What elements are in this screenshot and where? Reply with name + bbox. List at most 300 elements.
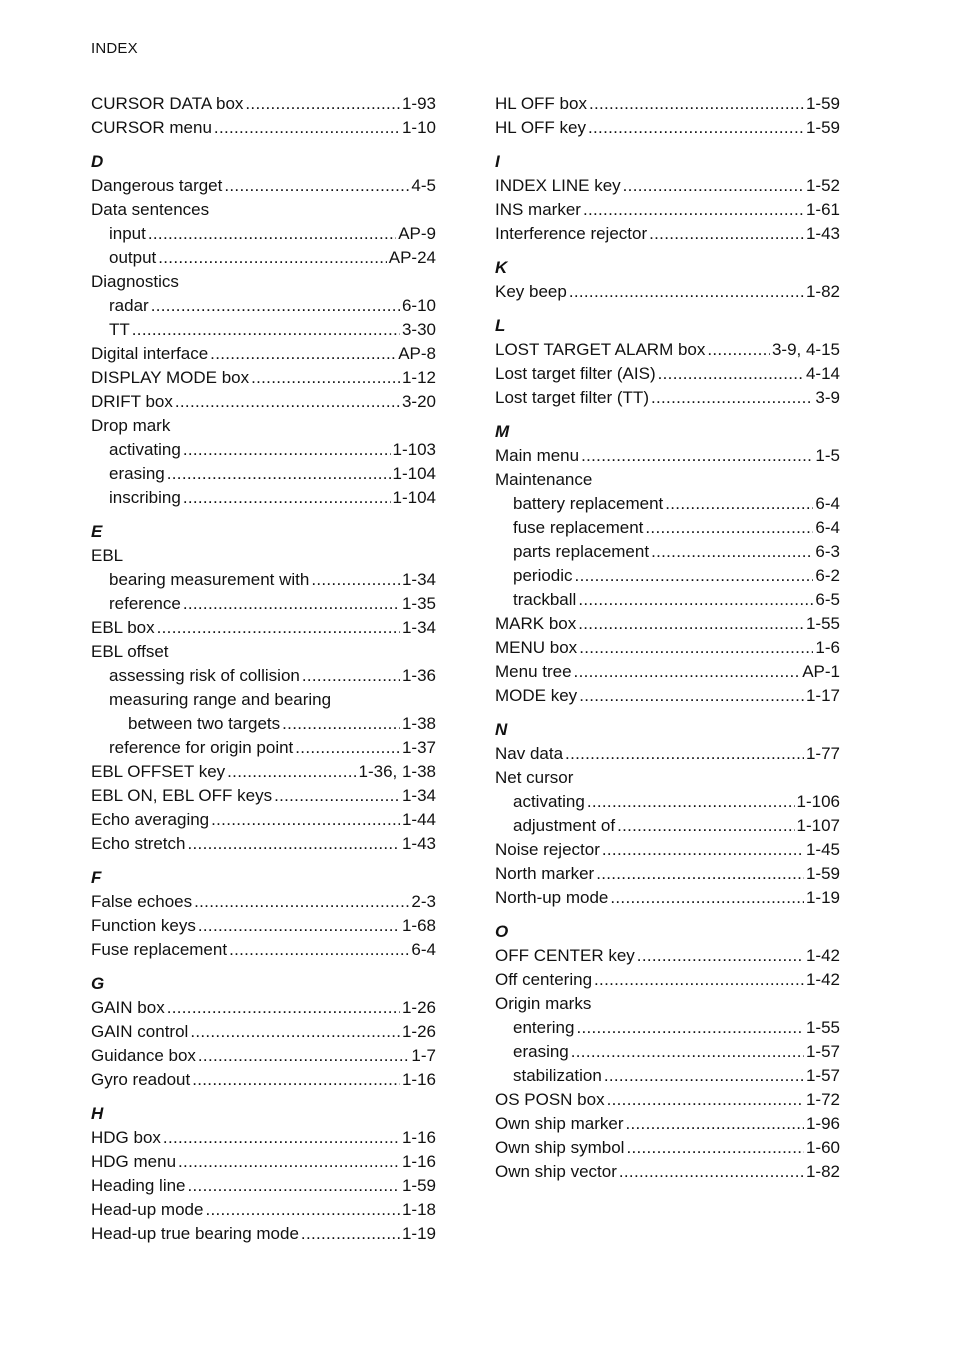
entry-label: Lost target filter (TT) <box>495 388 649 407</box>
dot-leader <box>565 742 804 766</box>
dot-leader <box>575 564 814 588</box>
entry-label: fuse replacement <box>513 518 644 537</box>
index-entry <box>91 486 436 510</box>
entry-page-ref: 1-19 <box>805 888 840 907</box>
entry-label: Echo averaging <box>91 810 210 829</box>
dot-leader <box>224 174 409 198</box>
entry-page-ref: 6-4 <box>815 518 840 537</box>
entry-page-ref: 1-72 <box>805 1090 840 1109</box>
dot-leader <box>619 1160 804 1184</box>
entry-label: LOST TARGET ALARM box <box>495 340 706 359</box>
index-entry <box>91 1150 436 1174</box>
dot-leader <box>251 366 400 390</box>
entry-label: parts replacement <box>513 542 650 561</box>
entry-label: Noise rejector <box>495 840 600 859</box>
section-letter: M <box>495 422 510 441</box>
index-entry <box>91 664 436 688</box>
index-group <box>91 866 436 962</box>
index-entry <box>91 1020 436 1044</box>
entry-page-ref: 1-103 <box>392 440 436 459</box>
dot-leader <box>625 1112 803 1136</box>
entry-label: North-up mode <box>495 888 609 907</box>
index-entry <box>495 116 840 140</box>
entry-page-ref: 1-96 <box>805 1114 840 1133</box>
index-entry <box>91 568 436 592</box>
entry-page-ref: 1-37 <box>401 738 436 757</box>
index-group <box>91 972 436 1092</box>
dot-leader <box>604 1064 804 1088</box>
dot-leader <box>295 736 400 760</box>
entry-page-ref: 1-34 <box>401 570 436 589</box>
entry-page-ref: 4-14 <box>805 364 840 383</box>
entry-label: output <box>109 248 157 267</box>
entry-label: periodic <box>513 566 573 585</box>
entry-page-ref: 1-5 <box>815 446 840 465</box>
index-entry <box>91 996 436 1020</box>
entry-page-ref: 1-55 <box>805 1018 840 1037</box>
dot-leader <box>651 386 813 410</box>
dot-leader <box>579 636 813 660</box>
index-entry <box>91 938 436 962</box>
index-column-right <box>495 92 840 1184</box>
dot-leader <box>188 832 400 856</box>
index-entry <box>91 808 436 832</box>
section-letter: O <box>495 922 509 941</box>
index-entry <box>495 660 840 684</box>
entry-page-ref: 1-18 <box>401 1200 436 1219</box>
entry-label: HDG box <box>91 1128 161 1147</box>
index-heading-entry: EBL <box>91 546 124 565</box>
dot-leader <box>229 938 409 962</box>
page-header: INDEX <box>91 40 138 57</box>
entry-page-ref: 6-5 <box>815 590 840 609</box>
entry-page-ref: 6-4 <box>815 494 840 513</box>
index-entry <box>495 174 840 198</box>
entry-page-ref: 1-68 <box>401 916 436 935</box>
dot-leader <box>301 1222 400 1246</box>
index-entry <box>91 342 436 366</box>
entry-label: TT <box>109 320 130 339</box>
index-entry <box>495 790 840 814</box>
entry-page-ref: 6-4 <box>411 940 436 959</box>
entry-page-ref: 4-5 <box>411 176 436 195</box>
entry-label: Own ship symbol <box>495 1138 625 1157</box>
index-heading-entry: Drop mark <box>91 416 171 435</box>
entry-page-ref: 6-10 <box>401 296 436 315</box>
index-entry <box>91 366 436 390</box>
entry-label: Function keys <box>91 916 196 935</box>
entry-label: Heading line <box>91 1176 186 1195</box>
index-entry <box>495 564 840 588</box>
index-heading-entry: Maintenance <box>495 470 593 489</box>
entry-label: inscribing <box>109 488 181 507</box>
entry-label: between two targets <box>128 714 281 733</box>
entry-label: INDEX LINE key <box>495 176 621 195</box>
entry-page-ref: 1-38 <box>401 714 436 733</box>
index-heading-entry: Net cursor <box>495 768 574 787</box>
dot-leader <box>245 92 400 116</box>
entry-label: GAIN control <box>91 1022 189 1041</box>
entry-label: activating <box>109 440 181 459</box>
dot-leader <box>194 890 409 914</box>
dot-leader <box>198 1044 410 1068</box>
dot-leader <box>167 996 400 1020</box>
dot-leader <box>578 612 804 636</box>
dot-leader <box>190 1020 400 1044</box>
dot-leader <box>610 886 804 910</box>
dot-leader <box>665 492 813 516</box>
entry-label: Fuse replacement <box>91 940 228 959</box>
dot-leader <box>211 808 400 832</box>
entry-page-ref: 1-42 <box>805 970 840 989</box>
index-entry <box>91 462 436 486</box>
index-entry <box>495 1064 840 1088</box>
index-group <box>495 920 840 1184</box>
entry-label: DISPLAY MODE box <box>91 368 250 387</box>
entry-page-ref: 1-19 <box>401 1224 436 1243</box>
dot-leader <box>587 790 795 814</box>
entry-label: Echo stretch <box>91 834 186 853</box>
index-entry <box>91 1174 436 1198</box>
entry-page-ref: 1-43 <box>401 834 436 853</box>
entry-page-ref: AP-9 <box>398 224 436 243</box>
entry-label: Gyro readout <box>91 1070 191 1089</box>
dot-leader <box>707 338 770 362</box>
entry-label: Dangerous target <box>91 176 223 195</box>
entry-page-ref: 1-82 <box>805 282 840 301</box>
entry-page-ref: 3-9 <box>815 388 840 407</box>
entry-page-ref: 1-82 <box>805 1162 840 1181</box>
entry-label: reference <box>109 594 181 613</box>
index-entry <box>91 914 436 938</box>
index-entry <box>495 636 840 660</box>
index-entry <box>91 1198 436 1222</box>
dot-leader <box>626 1136 804 1160</box>
entry-label: EBL OFFSET key <box>91 762 226 781</box>
index-group <box>91 520 436 856</box>
index-group <box>495 150 840 246</box>
index-heading-entry: Diagnostics <box>91 272 179 291</box>
entry-label: False echoes <box>91 892 193 911</box>
index-entry <box>495 362 840 386</box>
entry-page-ref: 1-59 <box>805 118 840 137</box>
entry-page-ref: 1-16 <box>401 1152 436 1171</box>
index-entry <box>495 1016 840 1040</box>
index-group <box>495 92 840 140</box>
dot-leader <box>183 486 391 510</box>
dot-leader <box>210 342 396 366</box>
dot-leader <box>579 684 804 708</box>
index-column-left <box>91 92 436 1246</box>
index-entry <box>495 1160 840 1184</box>
index-entry <box>91 832 436 856</box>
index-entry <box>91 116 436 140</box>
entry-page-ref: 3-9, 4-15 <box>771 340 840 359</box>
index-entry <box>91 174 436 198</box>
dot-leader <box>148 222 396 246</box>
dot-leader <box>594 968 804 992</box>
dot-leader <box>157 616 400 640</box>
entry-page-ref: 1-36, 1-38 <box>358 762 436 781</box>
index-entry <box>495 612 840 636</box>
dot-leader <box>589 92 804 116</box>
index-entry <box>495 338 840 362</box>
index-entry <box>91 294 436 318</box>
dot-leader <box>163 1126 400 1150</box>
index-entry <box>91 246 436 270</box>
entry-label: HL OFF key <box>495 118 586 137</box>
entry-page-ref: AP-8 <box>398 344 436 363</box>
index-group <box>495 256 840 304</box>
entry-label: OS POSN box <box>495 1090 605 1109</box>
dot-leader <box>569 280 804 304</box>
dot-leader <box>192 1068 400 1092</box>
dot-leader <box>602 838 804 862</box>
entry-label: Lost target filter (AIS) <box>495 364 656 383</box>
index-entry <box>495 588 840 612</box>
entry-page-ref: 1-57 <box>805 1066 840 1085</box>
index-entry <box>91 92 436 116</box>
entry-label: CURSOR DATA box <box>91 94 244 113</box>
entry-label: Nav data <box>495 744 564 763</box>
index-entry <box>495 1112 840 1136</box>
entry-page-ref: 1-104 <box>392 464 436 483</box>
entry-page-ref: AP-1 <box>802 662 840 681</box>
dot-leader <box>637 944 804 968</box>
entry-label: erasing <box>109 464 165 483</box>
index-entry <box>91 1126 436 1150</box>
entry-page-ref: 1-43 <box>805 224 840 243</box>
index-group <box>91 1102 436 1246</box>
entry-label: CURSOR menu <box>91 118 212 137</box>
entry-page-ref: 1-45 <box>805 840 840 859</box>
entry-page-ref: 1-77 <box>805 744 840 763</box>
entry-label: Main menu <box>495 446 580 465</box>
index-entry <box>91 318 436 342</box>
index-entry <box>495 386 840 410</box>
entry-page-ref: 1-7 <box>411 1046 436 1065</box>
index-entry <box>495 492 840 516</box>
dot-leader <box>645 516 813 540</box>
dot-leader <box>623 174 804 198</box>
index-entry <box>495 814 840 838</box>
index-entry <box>495 198 840 222</box>
entry-page-ref: 1-44 <box>401 810 436 829</box>
dot-leader <box>302 664 400 688</box>
entry-page-ref: 3-30 <box>401 320 436 339</box>
index-entry <box>91 390 436 414</box>
entry-label: Interference rejector <box>495 224 648 243</box>
index-entry <box>91 890 436 914</box>
entry-label: Own ship marker <box>495 1114 624 1133</box>
entry-page-ref: 6-2 <box>815 566 840 585</box>
entry-page-ref: 1-59 <box>401 1176 436 1195</box>
index-group <box>495 420 840 708</box>
entry-label: EBL ON, EBL OFF keys <box>91 786 273 805</box>
dot-leader <box>571 1040 804 1064</box>
entry-page-ref: 1-59 <box>805 864 840 883</box>
dot-leader <box>167 462 391 486</box>
dot-leader <box>183 438 391 462</box>
index-group <box>495 314 840 410</box>
entry-label: entering <box>513 1018 575 1037</box>
index-entry <box>495 684 840 708</box>
entry-label: trackball <box>513 590 577 609</box>
dot-leader <box>578 588 813 612</box>
entry-page-ref: 1-34 <box>401 786 436 805</box>
entry-label: stabilization <box>513 1066 602 1085</box>
index-entry <box>91 784 436 808</box>
dot-leader <box>205 1198 400 1222</box>
index-entry <box>495 862 840 886</box>
dot-leader <box>178 1150 400 1174</box>
entry-label: Off centering <box>495 970 593 989</box>
index-entry <box>495 540 840 564</box>
entry-label: MARK box <box>495 614 577 633</box>
index-entry <box>495 838 840 862</box>
entry-label: radar <box>109 296 149 315</box>
dot-leader <box>596 862 804 886</box>
index-entry <box>495 92 840 116</box>
index-entry <box>91 712 436 736</box>
dot-leader <box>588 116 804 140</box>
entry-page-ref: 1-10 <box>401 118 436 137</box>
entry-page-ref: 2-3 <box>411 892 436 911</box>
entry-page-ref: 1-107 <box>796 816 840 835</box>
dot-leader <box>158 246 386 270</box>
entry-label: HDG menu <box>91 1152 177 1171</box>
entry-label: battery replacement <box>513 494 664 513</box>
section-letter: L <box>495 316 506 335</box>
section-letter: D <box>91 152 104 171</box>
dot-leader <box>576 1016 804 1040</box>
index-entry <box>495 280 840 304</box>
index-entry <box>91 222 436 246</box>
index-entry <box>91 616 436 640</box>
index-entry <box>495 886 840 910</box>
entry-label: EBL box <box>91 618 155 637</box>
entry-label: MENU box <box>495 638 578 657</box>
dot-leader <box>274 784 400 808</box>
entry-label: erasing <box>513 1042 569 1061</box>
entry-label: Head-up true bearing mode <box>91 1224 299 1243</box>
index-entry <box>495 1040 840 1064</box>
entry-page-ref: 1-52 <box>805 176 840 195</box>
entry-page-ref: AP-24 <box>388 248 436 267</box>
entry-page-ref: 1-61 <box>805 200 840 219</box>
dot-leader <box>658 362 804 386</box>
entry-label: Key beep <box>495 282 567 301</box>
index-heading-entry: measuring range and bearing <box>109 690 332 709</box>
dot-leader <box>214 116 400 140</box>
dot-leader <box>581 444 813 468</box>
index-heading-entry: Data sentences <box>91 200 210 219</box>
index-group <box>91 150 436 510</box>
entry-page-ref: 1-35 <box>401 594 436 613</box>
index-group <box>495 718 840 910</box>
entry-label: MODE key <box>495 686 578 705</box>
entry-page-ref: 1-6 <box>815 638 840 657</box>
index-entry <box>91 760 436 784</box>
entry-page-ref: 1-26 <box>401 1022 436 1041</box>
entry-page-ref: 1-104 <box>392 488 436 507</box>
entry-label: assessing risk of collision <box>109 666 300 685</box>
entry-page-ref: 1-55 <box>805 614 840 633</box>
index-entry <box>91 1044 436 1068</box>
index-entry <box>495 968 840 992</box>
entry-label: DRIFT box <box>91 392 173 411</box>
section-letter: I <box>495 152 500 171</box>
entry-label: INS marker <box>495 200 581 219</box>
index-entry <box>495 1136 840 1160</box>
index-entry <box>91 1068 436 1092</box>
entry-page-ref: 1-36 <box>401 666 436 685</box>
entry-page-ref: 1-106 <box>796 792 840 811</box>
entry-label: Digital interface <box>91 344 209 363</box>
entry-page-ref: 1-34 <box>401 618 436 637</box>
entry-label: activating <box>513 792 585 811</box>
entry-page-ref: 6-3 <box>815 542 840 561</box>
index-heading-entry: Origin marks <box>495 994 592 1013</box>
dot-leader <box>188 1174 400 1198</box>
index-entry <box>91 1222 436 1246</box>
entry-label: North marker <box>495 864 595 883</box>
entry-label: Own ship vector <box>495 1162 617 1181</box>
dot-leader <box>617 814 794 838</box>
dot-leader <box>649 222 804 246</box>
entry-page-ref: 1-42 <box>805 946 840 965</box>
entry-label: Menu tree <box>495 662 572 681</box>
section-letter: H <box>91 1104 104 1123</box>
entry-label: Head-up mode <box>91 1200 204 1219</box>
dot-leader <box>282 712 400 736</box>
dot-leader <box>311 568 400 592</box>
section-letter: G <box>91 974 105 993</box>
entry-label: reference for origin point <box>109 738 294 757</box>
dot-leader <box>151 294 400 318</box>
entry-label: adjustment of <box>513 816 616 835</box>
entry-label: bearing measurement with <box>109 570 310 589</box>
dot-leader <box>183 592 400 616</box>
index-entry <box>91 592 436 616</box>
entry-label: HL OFF box <box>495 94 587 113</box>
index-entry <box>495 1088 840 1112</box>
entry-page-ref: 1-16 <box>401 1128 436 1147</box>
section-letter: N <box>495 720 508 739</box>
dot-leader <box>574 660 801 684</box>
dot-leader <box>651 540 813 564</box>
entry-page-ref: 1-59 <box>805 94 840 113</box>
entry-label: Guidance box <box>91 1046 196 1065</box>
index-heading-entry: EBL offset <box>91 642 169 661</box>
entry-page-ref: 1-93 <box>401 94 436 113</box>
dot-leader <box>583 198 804 222</box>
entry-label: OFF CENTER key <box>495 946 635 965</box>
index-entry <box>91 736 436 760</box>
section-letter: E <box>91 522 103 541</box>
index-group <box>91 92 436 140</box>
index-entry <box>495 444 840 468</box>
dot-leader <box>607 1088 804 1112</box>
entry-page-ref: 3-20 <box>401 392 436 411</box>
entry-label: GAIN box <box>91 998 165 1017</box>
index-entry <box>495 742 840 766</box>
index-entry <box>91 438 436 462</box>
entry-page-ref: 1-12 <box>401 368 436 387</box>
dot-leader <box>227 760 356 784</box>
entry-page-ref: 1-26 <box>401 998 436 1017</box>
entry-page-ref: 1-17 <box>805 686 840 705</box>
